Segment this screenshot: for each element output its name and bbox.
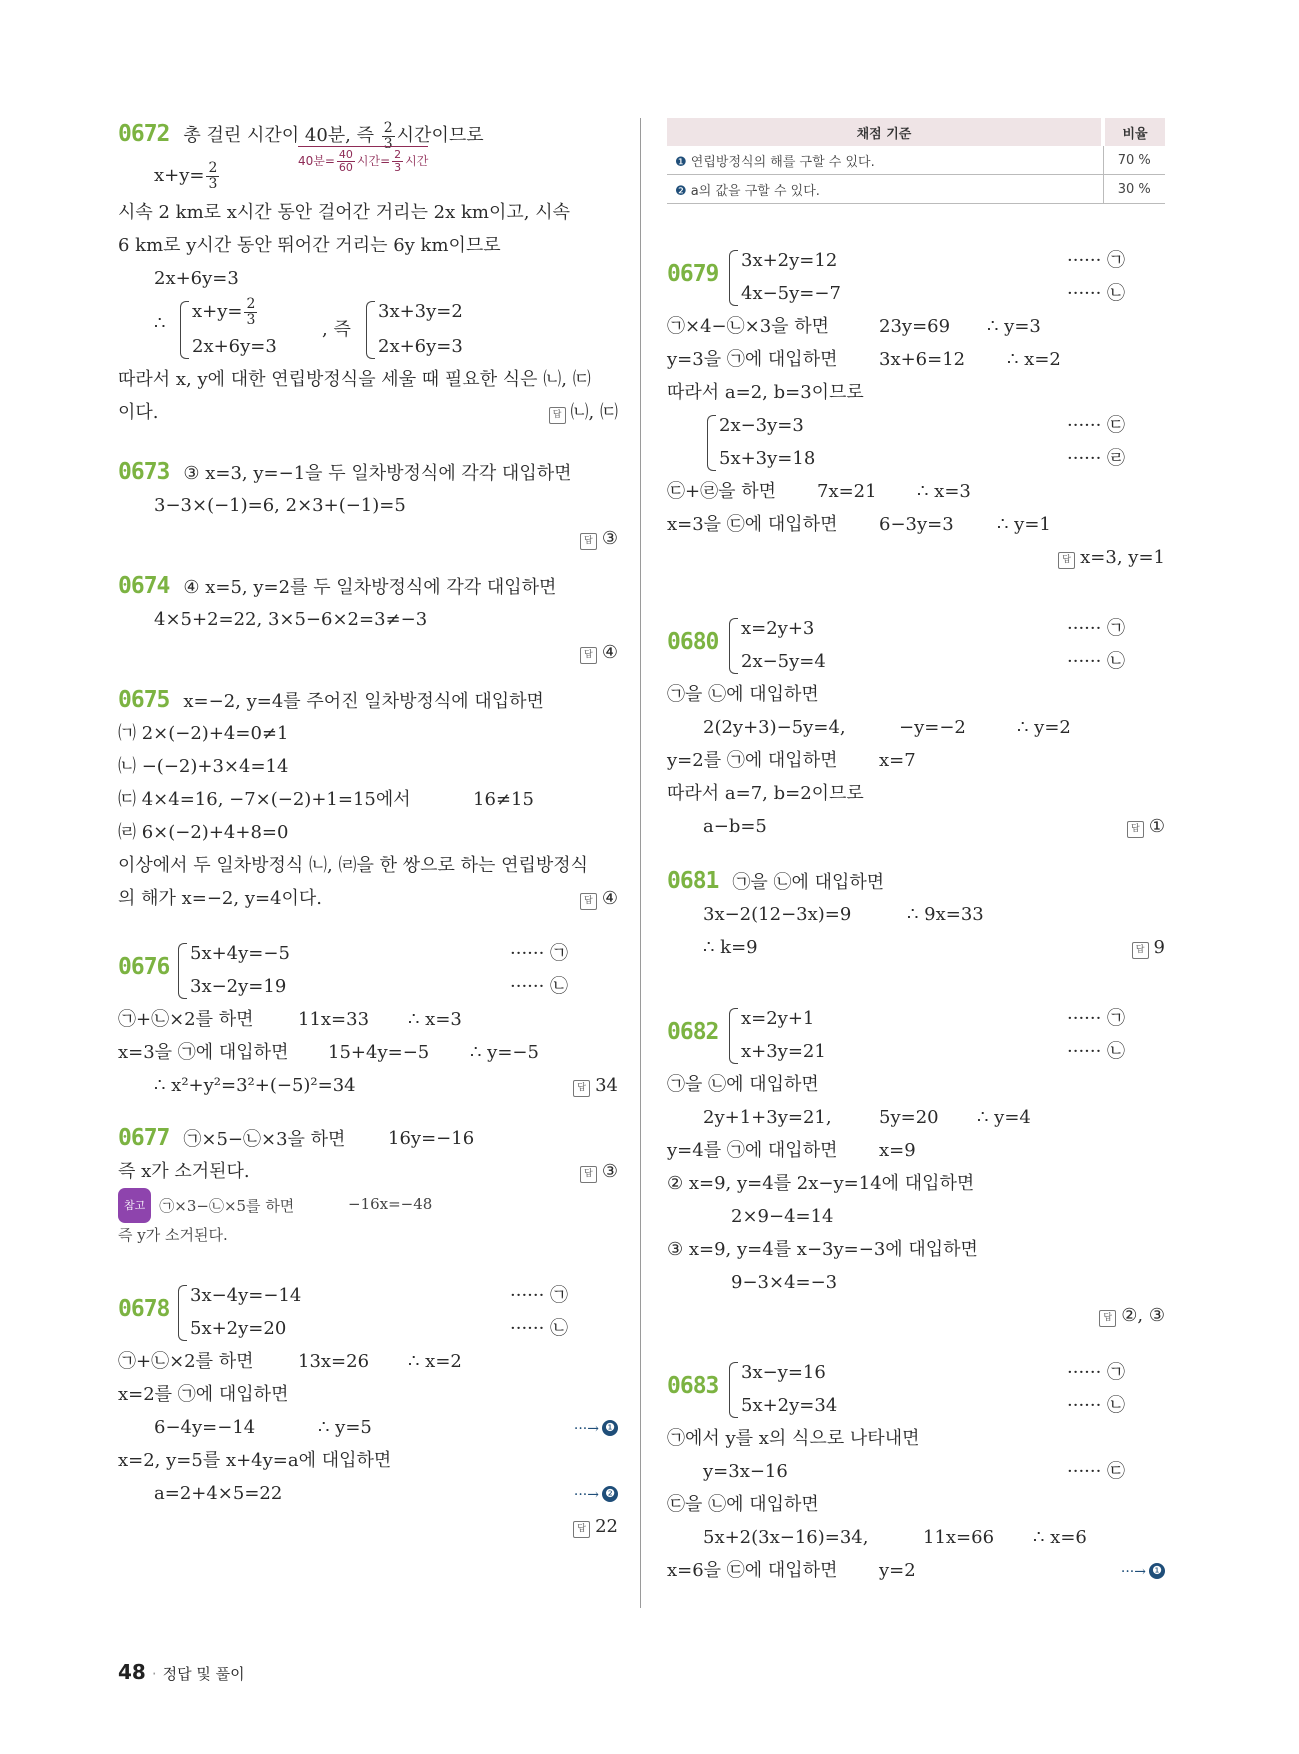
text-line: x=3을 ㉠에 대입하면 15+4y=−5 ∴ y=−5 <box>118 1042 539 1063</box>
text-line: y=4를 ㉠에 대입하면 x=9 <box>667 1140 916 1161</box>
problem-0673 <box>118 456 618 554</box>
grading-header-criteria: 채점 기준 <box>667 118 1103 146</box>
equation-line: x+y= $\frac{2}{3}$ <box>154 159 218 192</box>
system-of-equations: 0676 5x+4y=−5 ······ ㉠ 3x−2y=19 ······ ㉡ <box>118 943 569 997</box>
problem-0678 <box>118 1279 618 1543</box>
page-footer: 48 · 정답 및 풀이 <box>118 1660 245 1684</box>
text-line: x=2, y=5를 x+4y=a에 대입하면 <box>118 1450 392 1471</box>
column-divider <box>640 118 641 1608</box>
problem-number: 0673 <box>118 459 170 485</box>
text-line: ㉢을 ㉡에 대입하면 <box>667 1494 819 1515</box>
equation-line: 2x+6y=3 <box>154 268 239 289</box>
system-of-equations: 0683 3x−y=16 ······ ㉠ 5x+2y=34 ······ ㉡ <box>667 1362 1126 1416</box>
answer-icon: 답 <box>580 533 597 550</box>
answer: 답 ③ <box>580 1155 618 1188</box>
text-line: ③ x=9, y=4를 x−3y=−3에 대입하면 <box>667 1239 978 1260</box>
equation-line: 6−4y=−14 ∴ y=5 ···→ ❶ <box>118 1411 618 1444</box>
answer-icon: 답 <box>580 647 597 664</box>
equation-line: 4×5+2=22, 3×5−6×2=3≠−3 <box>154 609 428 630</box>
hint-note: 40분= $\frac{40}{60}$ 시간= $\frac{2}{3}$ 시간 <box>298 148 429 174</box>
text-line: ㉢+㉣을 하면 7x=21 ∴ x=3 <box>667 481 971 502</box>
problem-0680 <box>667 612 1165 843</box>
equation-line: 2(2y+3)−5y=4, −y=−2 ∴ y=2 <box>703 717 1071 738</box>
text-line: ③ x=3, y=−1을 두 일차방정식에 각각 대입하면 <box>183 463 572 484</box>
equation-line: 3−3×(−1)=6, 2×3+(−1)=5 <box>154 495 406 516</box>
equation-line: 5x+2(3x−16)=34, 11x=66 ∴ x=6 <box>703 1527 1087 1548</box>
problem-number: 0678 <box>118 1296 170 1322</box>
text-connector: , 즉 <box>322 319 351 340</box>
problem-0672 <box>118 112 618 424</box>
left-column <box>118 112 618 1543</box>
system-of-equations: 0680 x=2y+3 ······ ㉠ 2x−5y=4 ······ ㉡ <box>667 618 1126 672</box>
system-of-equations: 0678 3x−4y=−14 ······ ㉠ 5x+2y=20 ······ ㉡ <box>118 1285 569 1339</box>
problem-number: 0679 <box>667 261 719 287</box>
equation-line: y=3x−16 ······ ㉢ <box>703 1461 1126 1482</box>
arrow-icon: ···→ <box>573 1421 599 1437</box>
text-line: 시속 2 km로 x시간 동안 걸어간 거리는 2x km이고, 시속 <box>118 202 570 223</box>
problem-number: 0682 <box>667 1019 719 1045</box>
text-line: ㉠+㉡×2를 하면 11x=33 ∴ x=3 <box>118 1009 462 1030</box>
text-line: ㉠×5−㉡×3을 하면 <box>183 1129 346 1150</box>
answer: 답 9 <box>1132 931 1165 964</box>
text-line: 이다. 답 ㈁, ㈂ <box>118 396 618 429</box>
answer-icon: 답 <box>580 893 597 910</box>
reference-tag: 참고 <box>118 1188 151 1223</box>
problem-0679 <box>667 244 1165 574</box>
problem-number: 0675 <box>118 687 170 713</box>
problem-0676 <box>118 937 618 1102</box>
answer: 답 ③ <box>580 522 618 555</box>
text-line: ㈀ 2×(−2)+4=0≠1 <box>118 723 289 744</box>
system-of-equations: 2x−3y=3 ······ ㉢ 5x+3y=18 ······ ㉣ <box>667 409 1165 475</box>
problem-number: 0683 <box>667 1373 719 1399</box>
arrow-icon: ···→ <box>1120 1564 1146 1580</box>
problem-number: 0680 <box>667 629 719 655</box>
text-line: y=3을 ㉠에 대입하면 3x+6=12 ∴ x=2 <box>667 349 1061 370</box>
answer: 답 ④ <box>580 636 618 669</box>
answer: 답 ④ <box>580 882 618 915</box>
system-of-equations: 0679 3x+2y=12 ······ ㉠ 4x−5y=−7 ······ ㉡ <box>667 250 1126 304</box>
text-line: 이상에서 두 일차방정식 ㈁, ㈃을 한 쌍으로 하는 연립방정식 <box>118 855 589 876</box>
equation-line: 9−3×4=−3 <box>731 1272 838 1293</box>
text-line: x=6을 ㉢에 대입하면 y=2 ···→ ❶ <box>667 1554 1165 1587</box>
text-line: ㉠을 ㉡에 대입하면 <box>667 1074 819 1095</box>
problem-0682 <box>667 1002 1165 1332</box>
grading-header-ratio: 비율 <box>1103 118 1165 146</box>
problem-number: 0681 <box>667 868 719 894</box>
text-line: x=2를 ㉠에 대입하면 <box>118 1384 289 1405</box>
text-line: 총 걸린 시간이 40분, 즉 <box>183 125 375 146</box>
text-line: 따라서 a=7, b=2이므로 <box>667 783 864 804</box>
fraction: $\frac{2}{3}$ <box>383 119 393 152</box>
text-line: ㉠에서 y를 x의 식으로 나타내면 <box>667 1428 920 1449</box>
text-line: ㉠을 ㉡에 대입하면 <box>732 872 885 893</box>
answer-icon: 답 <box>1132 942 1149 959</box>
problem-0675 <box>118 684 618 915</box>
answer-icon: 답 <box>1058 552 1075 569</box>
text-line: 6 km로 y시간 동안 뛰어간 거리는 6y km이므로 <box>118 235 501 256</box>
text-line: ④ x=5, y=2를 두 일차방정식에 각각 대입하면 <box>183 577 557 598</box>
answer-icon: 답 <box>1127 821 1144 838</box>
problem-number: 0674 <box>118 573 170 599</box>
text-line: 의 해가 x=−2, y=4이다. 답 ④ <box>118 882 618 915</box>
text-line: ㈃ 6×(−2)+4+8=0 <box>118 822 289 843</box>
answer-icon: 답 <box>549 407 566 424</box>
grading-table <box>667 118 1165 204</box>
equation-line: 2×9−4=14 <box>731 1206 834 1227</box>
problem-0681 <box>667 865 1165 964</box>
problem-0674 <box>118 570 618 668</box>
equation-line: ∴ x²+y²=3²+(−5)²=34 답 34 <box>118 1069 618 1102</box>
right-column <box>667 244 1165 1587</box>
answer: 답 ㈁, ㈂ <box>549 396 618 429</box>
answer: 답 34 <box>573 1069 618 1102</box>
system-of-equations: ∴ x+y= $\frac{2}{3}$ 2x+6y=3 , 즉 3x+3y=2 2x+6y=3 <box>154 295 463 357</box>
answer: 답 x=3, y=1 <box>1058 541 1165 574</box>
answer: 답 22 <box>573 1510 618 1543</box>
text-line: ㉠을 ㉡에 대입하면 <box>667 684 819 705</box>
step-marker: ❷ <box>602 1486 618 1502</box>
answer-icon: 답 <box>1099 1310 1116 1327</box>
text-line: 시간이므로 <box>396 125 484 146</box>
reference-note-line: 즉 y가 소거된다. <box>118 1226 228 1244</box>
problem-number: 0677 <box>118 1125 170 1151</box>
equation-line: a−b=5 답 ① <box>667 810 1165 843</box>
text-line: ② x=9, y=4를 2x−y=14에 대입하면 <box>667 1173 975 1194</box>
reference-note: 참고 ㉠×3−㉡×5를 하면 −16x=−48 <box>118 1188 618 1221</box>
equation-line: ∴ k=9 답 9 <box>667 931 1165 964</box>
problem-number: 0676 <box>118 954 170 980</box>
problem-0683 <box>667 1356 1165 1587</box>
text-line: x=3을 ㉢에 대입하면 6−3y=3 ∴ y=1 <box>667 514 1051 535</box>
text-line: x=−2, y=4를 주어진 일차방정식에 대입하면 <box>183 691 544 712</box>
answer: 답 ① <box>1127 810 1165 843</box>
answer-icon: 답 <box>573 1521 590 1538</box>
arrow-icon: ···→ <box>573 1487 599 1503</box>
text-line: ㉠×4−㉡×3을 하면 23y=69 ∴ y=3 <box>667 316 1041 337</box>
text-line: 따라서 a=2, b=3이므로 <box>667 382 864 403</box>
grading-row: ❷ a의 값을 구할 수 있다. 30 % <box>667 175 1165 204</box>
equation-line: a=2+4×5=22 ···→ ❷ <box>118 1477 618 1510</box>
answer-icon: 답 <box>573 1080 590 1097</box>
page-number: 48 <box>118 1660 146 1684</box>
text-line: 즉 x가 소거된다. 답 ③ <box>118 1155 618 1188</box>
section-title: 정답 및 풀이 <box>162 1665 245 1683</box>
problem-0677: 0677 ㉠×5−㉡×3을 하면 16y=−16 즉 x가 소거된다. 답 ③ 참고 ㉠×3−㉡×5를 하면 −16x=−48 즉 y가 소거된다. <box>118 1122 618 1249</box>
text-line: 따라서 x, y에 대한 연립방정식을 세울 때 필요한 식은 ㈁, ㈂ <box>118 369 591 390</box>
text-line: ㈁ −(−2)+3×4=14 <box>118 756 289 777</box>
equation-line: 2y+1+3y=21, 5y=20 ∴ y=4 <box>703 1107 1031 1128</box>
system-of-equations: 0682 x=2y+1 ······ ㉠ x+3y=21 ······ ㉡ <box>667 1008 1126 1062</box>
equation-line: 3x−2(12−3x)=9 ∴ 9x=33 <box>703 904 984 925</box>
answer-icon: 답 <box>580 1166 597 1183</box>
text-line: y=2를 ㉠에 대입하면 x=7 <box>667 750 916 771</box>
step-marker: ❶ <box>602 1420 618 1436</box>
answer: 답 ②, ③ <box>1099 1299 1165 1332</box>
problem-number: 0672 <box>118 121 170 147</box>
step-marker: ❶ <box>1149 1563 1165 1579</box>
grading-row: ❶ 연립방정식의 해를 구할 수 있다. 70 % <box>667 146 1165 175</box>
text-line: ㈂ 4×4=16, −7×(−2)+1=15에서 16≠15 <box>118 789 534 810</box>
text-line: ㉠+㉡×2를 하면 13x=26 ∴ x=2 <box>118 1351 462 1372</box>
